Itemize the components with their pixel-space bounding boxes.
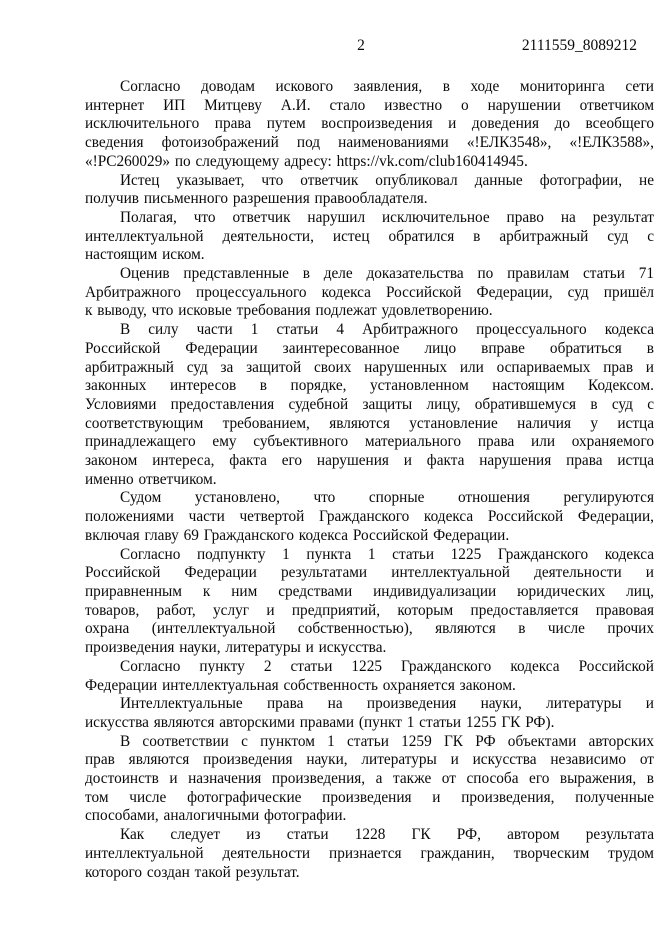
text-line: Как следует из статьи 1228 ГК РФ, автором результата [120, 826, 654, 844]
text-line: законных интересов в порядке, установленном настоящим Кодексом. [85, 377, 654, 395]
text-line: включая главу 69 Гражданского кодекса Российской Федерации. [85, 526, 510, 544]
text-line: прав являются произведения науки, литературы и искусства независимо от [85, 751, 654, 769]
text-line: сведения фотоизображений под наименованиями «!ЕЛК3548», «!ЕЛК3588», [85, 134, 654, 152]
text-line: арбитражный суд за защитой своих нарушенных или оспариваемых прав и [85, 358, 654, 376]
text-line: произведения науки, литературы и искусства. [85, 639, 387, 657]
text-line: Оценив представленные в деле доказательства по правилам статьи 71 [120, 265, 654, 283]
text-line: Согласно доводам искового заявления, в ходе мониторинга сети [120, 78, 654, 95]
text-line: В соответствии с пунктом 1 статьи 1259 ГК РФ объектами авторских [120, 732, 654, 750]
text-line: охрана (интеллектуальной собственностью), являются в числе прочих [85, 620, 654, 638]
paragraph-gk-article1225-p1 [85, 546, 654, 658]
text-line: достоинств и назначения произведения, а также от способа его выражения, в [85, 770, 654, 788]
paragraph-lawsuit-basis [85, 209, 654, 265]
text-line: интеллектуальной деятельности признается гражданин, творческим трудом [85, 844, 654, 862]
text-line: законом интереса, факта его нарушения и факта нарушения права истца [85, 452, 654, 470]
text-line: Согласно подпункту 1 пункта 1 статьи 1225 Гражданского кодекса [120, 545, 654, 563]
text-line: которого создан такой результат. [85, 863, 300, 881]
text-line: «!PC260029» по следующему адресу: https://vk.com/club160414945. [85, 152, 528, 170]
document-body [85, 78, 654, 882]
paragraph-claim-arguments [85, 78, 654, 172]
text-line: Российской Федерации заинтересованное лицо вправе обратиться в [85, 339, 654, 357]
text-line: Федерации интеллектуальная собственность охраняется законом. [85, 676, 516, 694]
text-line: именно ответчиком. [85, 470, 217, 488]
paragraph-gk-article1228 [85, 826, 654, 882]
text-line: настоящим иском. [85, 246, 205, 264]
text-line: принадлежащего ему субъективного материального права или охраняемого [85, 433, 654, 451]
text-line: к выводу, что исковые требования подлежат удовлетворению. [85, 302, 493, 320]
text-line: интернет ИП Митцеву А.И. стало известно о нарушении ответчиком [85, 96, 654, 114]
text-line: получив письменного разрешения правообладателя. [85, 190, 428, 208]
text-line: Условиями предоставления судебной защиты лицу, обратившемуся в суд с [85, 395, 654, 413]
text-line: том числе фотографические произведения и произведения, полученные [85, 788, 654, 806]
text-line: способами, аналогичными фотографии. [85, 807, 347, 825]
paragraph-gk-article1225-p2 [85, 658, 654, 695]
text-line: Истец указывает, что ответчик опубликовал данные фотографии, не [120, 171, 654, 189]
paragraph-plaintiff-statement [85, 172, 654, 209]
text-line: интеллектуальной деятельности, истец обратился в арбитражный суд с [85, 227, 654, 245]
page-number: 2 [357, 37, 365, 54]
text-line: исключительного права путем воспроизведения и доведения до всеобщего [85, 115, 654, 133]
paragraph-gk-article1259 [85, 733, 654, 827]
text-line: положениями части четвертой Гражданского кодекса Российской Федерации, [85, 508, 654, 526]
paragraph-apc-article4 [85, 321, 654, 489]
document-id: 2111559_8089212 [521, 37, 637, 54]
paragraph-gk-article1255 [85, 695, 654, 732]
text-line: Согласно пункту 2 статьи 1225 Гражданского кодекса Российской [120, 657, 654, 675]
text-line: искусства являются авторскими правами (пункт 1 статьи 1255 ГК РФ). [85, 713, 555, 731]
text-line: товаров, работ, услуг и предприятий, которым предоставляется правовая [85, 601, 654, 619]
paragraph-applicable-law [85, 489, 654, 545]
text-line: В силу части 1 статьи 4 Арбитражного процессуального кодекса [120, 321, 654, 339]
text-line: Полагая, что ответчик нарушил исключительное право на результат [120, 208, 654, 226]
paragraph-court-conclusion [85, 265, 654, 321]
text-line: соответствующим требованием, являются установление наличия у истца [85, 414, 654, 432]
text-line: Интеллектуальные права на произведения науки, литературы и [120, 695, 654, 713]
page-header [85, 36, 637, 55]
text-line: Российской Федерации результатами интеллектуальной деятельности и [85, 564, 654, 582]
text-line: приравненным к ним средствами индивидуализации юридических лиц, [85, 582, 654, 600]
text-line: Судом установлено, что спорные отношения регулируются [120, 489, 654, 507]
text-line: Арбитражного процессуального кодекса Российской Федерации, суд пришёл [85, 283, 654, 301]
